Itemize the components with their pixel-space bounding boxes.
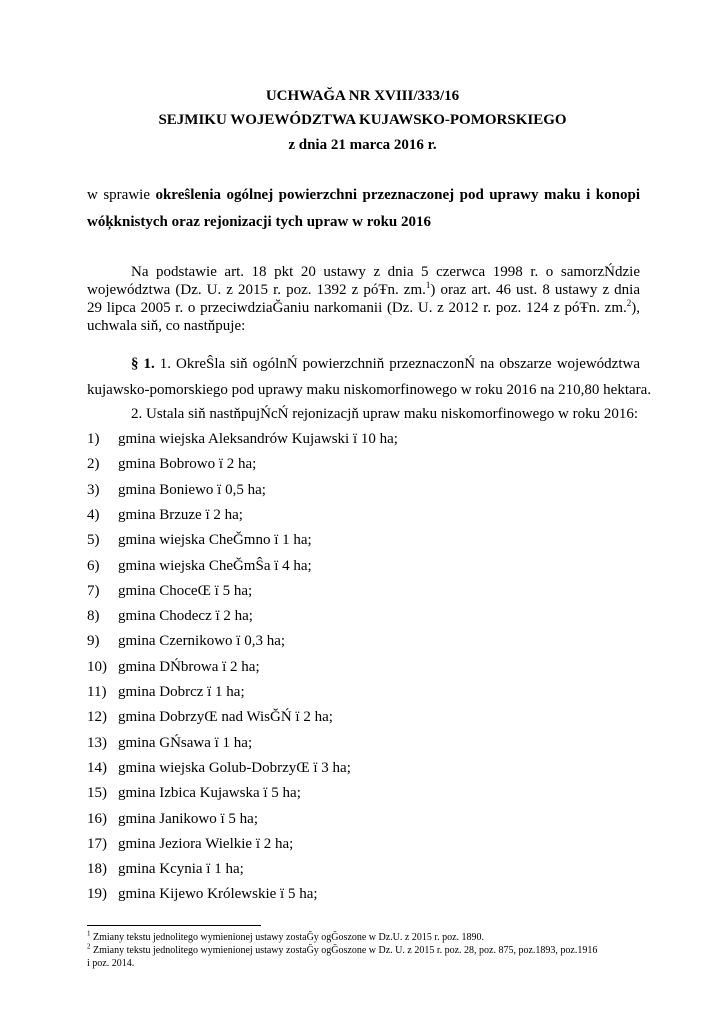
list-item-number: 13) [87, 734, 107, 751]
section-1-line-3: 2. Ustala siň nastňpujŃcŃ rejonizacjň upraw maku niskomorfinowego w roku 2016: [131, 406, 638, 422]
footnote [87, 929, 485, 944]
preamble-line-2-text: województwa (Dz. U. z 2015 r. poz. 1392 z póŦn. zm. [87, 282, 426, 298]
footnote-text: Zmiany tekstu jednolitego wymienionej ustawy zostaĞy ogĞoszone w Dz. U. z 2015 r. poz. 28, poz. 875, poz.1893, poz.1916 [90, 945, 598, 956]
list-item-text: gmina Kcynia ï 1 ha; [118, 861, 244, 878]
list-item-number: 5) [87, 532, 100, 549]
footnote [87, 942, 598, 957]
list-item-number: 19) [87, 886, 107, 903]
list-item [87, 557, 312, 575]
list-item-number: 8) [87, 608, 100, 625]
list-item [87, 607, 253, 625]
footnote-text: i poz. 2014. [87, 958, 135, 969]
list-item-text: gmina Dobrcz ï 1 ha; [118, 684, 245, 700]
list-item [87, 835, 293, 853]
list-item-text: gmina Janikowo ï 5 ha; [118, 810, 258, 827]
list-item-number: 6) [87, 557, 100, 574]
list-item-number: 11) [87, 684, 107, 700]
list-item-number: 3) [87, 481, 100, 498]
list-item [87, 885, 318, 903]
list-item-text: gmina Jeziora Wielkie ï 2 ha; [118, 835, 294, 852]
list-item [87, 531, 312, 549]
issuing-body: SEJMIKU WOJEWÓDZTWA KUJAWSKO-POMORSKIEGO [158, 112, 567, 128]
list-item-text: gmina DobrzyŒ nad WisĞŃ ï 2 ha; [118, 709, 333, 726]
subject-line-1 [87, 186, 640, 204]
list-item [87, 582, 252, 600]
list-item [87, 860, 244, 878]
list-item-text: gmina DŃbrowa ï 2 ha; [118, 658, 260, 675]
list-item [87, 810, 258, 828]
resolution-number: UCHWAĞA NR XVIII/333/16 [265, 88, 460, 104]
list-item-text: gmina Bobrowo ï 2 ha; [118, 456, 257, 473]
section-1-line-2: kujawsko-pomorskiego pod uprawy maku niskomorfinowego w roku 2016 na 210,80 hektara. [87, 382, 652, 398]
list-item [87, 734, 252, 752]
list-item-text: gmina Chodecz ï 2 ha; [118, 608, 253, 625]
preamble-line-4: uchwala siň, co nastňpuje: [87, 318, 246, 334]
list-item-number: 1) [87, 431, 100, 447]
list-item-text: gmina wiejska Aleksandrów Kujawski ï 10 ha; [118, 431, 398, 447]
list-item [87, 430, 398, 448]
subject-title-1: okreŝlenia ogólnej powierzchni przeznaczonej pod uprawy maku i konopi [155, 187, 640, 203]
list-item [87, 683, 245, 701]
list-item-number: 15) [87, 785, 107, 802]
list-item-text: gmina Kijewo Królewskie ï 5 ha; [118, 886, 318, 903]
list-item [87, 708, 333, 726]
list-item [87, 759, 351, 777]
list-item-number: 14) [87, 759, 107, 776]
section-mark: § 1. [131, 356, 155, 372]
resolution-date: z dnia 21 marca 2016 r. [288, 137, 437, 153]
list-item-text: gmina wiejska CheĞmno ï 1 ha; [118, 532, 312, 549]
list-item [87, 658, 260, 676]
preamble-line-3-text: 29 lipca 2005 r. o przeciwdziaĞaniu narkomanii (Dz. U. z 2012 r. poz. 124 z póŦn. zm. [87, 300, 627, 316]
footnote-text: Zmiany tekstu jednolitego wymienionej ustawy zostaĞy ogĞoszone w Dz.U. z 2015 r. poz. 1890. [90, 932, 485, 943]
preamble-line-3-tail: ), [631, 300, 640, 316]
subject-prefix: w sprawie [87, 187, 156, 203]
footnote-mark: 1 [87, 929, 91, 938]
section-1-line-1 [131, 355, 640, 373]
preamble-line-2-tail: ) oraz art. 46 ust. 8 ustawy z dnia [430, 282, 640, 298]
subject-title-2: wóķknistych oraz rejonizacji tych upraw w roku 2016 [87, 214, 432, 230]
list-item [87, 784, 301, 802]
list-item-number: 17) [87, 835, 107, 852]
list-item-text: gmina Brzuze ï 2 ha; [118, 506, 243, 523]
list-item-text: gmina Izbica Kujawska ï 5 ha; [118, 785, 301, 802]
list-item-text: gmina Boniewo ï 0,5 ha; [118, 481, 266, 498]
list-item-text: gmina wiejska Golub-DobrzyŒ ï 3 ha; [118, 759, 351, 776]
section-1-text-1: 1. OkreŜla siň ogólnŃ powierzchniň przeznaczonŃ na obszarze województwa [159, 356, 640, 372]
footnote-ref-1: 1 [425, 280, 431, 290]
list-item-number: 10) [87, 658, 107, 675]
list-item-text: gmina ChoceŒ ï 5 ha; [118, 582, 253, 599]
list-item-number: 12) [87, 709, 107, 726]
list-item-number: 18) [87, 861, 107, 878]
footnote-mark: 2 [87, 942, 91, 951]
footnote-separator [87, 925, 261, 926]
list-item-text: gmina GŃsawa ï 1 ha; [118, 734, 253, 751]
list-item-number: 7) [87, 582, 100, 599]
list-item-text: gmina wiejska CheĞmŜa ï 4 ha; [118, 557, 312, 574]
list-item-number: 16) [87, 810, 107, 827]
preamble-line-3 [87, 299, 640, 317]
list-item [87, 632, 285, 650]
list-item [87, 455, 256, 473]
list-item-number: 2) [87, 456, 100, 473]
list-item [87, 481, 266, 499]
list-item-number: 9) [87, 633, 100, 650]
preamble-line-1: Na podstawie art. 18 pkt 20 ustawy z dnia 5 czerwca 1998 r. o samorzŃdzie [131, 264, 640, 280]
list-item-number: 4) [87, 506, 100, 523]
footnote-ref-2: 2 [626, 298, 632, 308]
preamble-line-2 [87, 281, 640, 299]
footnote [87, 958, 134, 970]
list-item [87, 506, 243, 524]
list-item-text: gmina Czernikowo ï 0,3 ha; [118, 633, 286, 650]
